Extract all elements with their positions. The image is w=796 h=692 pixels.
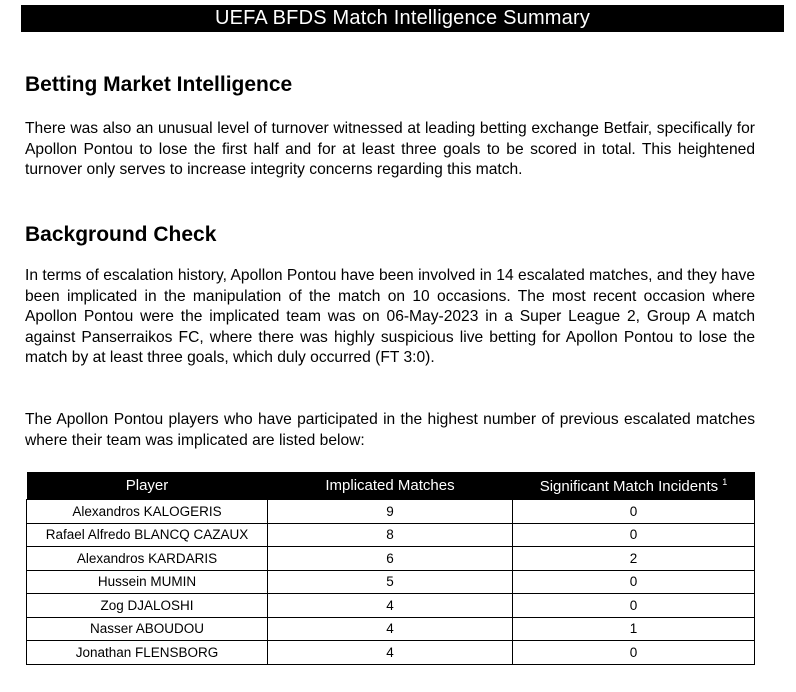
background-check-heading: Background Check [25,223,217,246]
significant-incidents-cell: 0 [513,641,755,665]
significant-incidents-cell: 2 [513,547,755,571]
implicated-matches-cell: 4 [268,594,513,618]
column-header-significant-incidents-label: Significant Match Incidents [539,477,719,495]
background-check-paragraph: In terms of escalation history, Apollon Pontou have been involved in 14 escalated matches, and they have been implicated in the manipulation of the match on 10 occasions. The most recent occasion where Apollon Pontou were the implicated team was on 06-May-2023 in a Super League 2, Group A match against Panserraikos FC, where there was highly suspicious live betting for Apollon Pontou to lose the match by at least three goals, which duly occurred (FT 3:0). [25,267,755,366]
player-name-cell: Hussein MUMIN [27,570,268,594]
significant-incidents-cell: 0 [513,594,755,618]
table-row [27,523,755,547]
betting-market-heading: Betting Market Intelligence [25,73,293,96]
betting-market-paragraph: There was also an unusual level of turnover witnessed at leading betting exchange Betfair, specifically for Apollon Pontou to lose the first half and for at least three goals to be scored in total. This heightened turnover only serves to increase integrity concerns regarding this match. [25,120,755,178]
significant-incidents-cell: 0 [513,500,755,524]
player-name-cell: Zog DJALOSHI [27,594,268,618]
column-header-significant-incidents [513,472,755,500]
player-name-cell: Nasser ABOUDOU [27,617,268,641]
implicated-matches-cell: 6 [268,547,513,571]
player-name-cell: Alexandros KARDARIS [27,547,268,571]
implicated-matches-cell: 4 [268,617,513,641]
footnote-marker: 1 [722,476,728,487]
players-intro-paragraph: The Apollon Pontou players who have participated in the highest number of previous escalated matches where their team was implicated are listed below: [25,411,755,449]
players-table [26,472,755,665]
significant-incidents-cell: 0 [513,523,755,547]
player-name-cell: Rafael Alfredo BLANCQ CAZAUX [27,523,268,547]
player-name-cell: Alexandros KALOGERIS [27,500,268,524]
column-header-player: Player [27,472,268,500]
player-name-cell: Jonathan FLENSBORG [27,641,268,665]
document-header-bar [21,5,784,32]
table-row [27,570,755,594]
table-row [27,594,755,618]
table-header-row [27,472,755,500]
document-title: UEFA BFDS Match Intelligence Summary [214,7,591,29]
significant-incidents-cell: 1 [513,617,755,641]
column-header-implicated-matches: Implicated Matches [268,472,513,500]
table-row [27,547,755,571]
table-row [27,617,755,641]
implicated-matches-cell: 5 [268,570,513,594]
implicated-matches-cell: 4 [268,641,513,665]
table-row [27,641,755,665]
implicated-matches-cell: 9 [268,500,513,524]
implicated-matches-cell: 8 [268,523,513,547]
significant-incidents-cell: 0 [513,570,755,594]
table-row [27,500,755,524]
